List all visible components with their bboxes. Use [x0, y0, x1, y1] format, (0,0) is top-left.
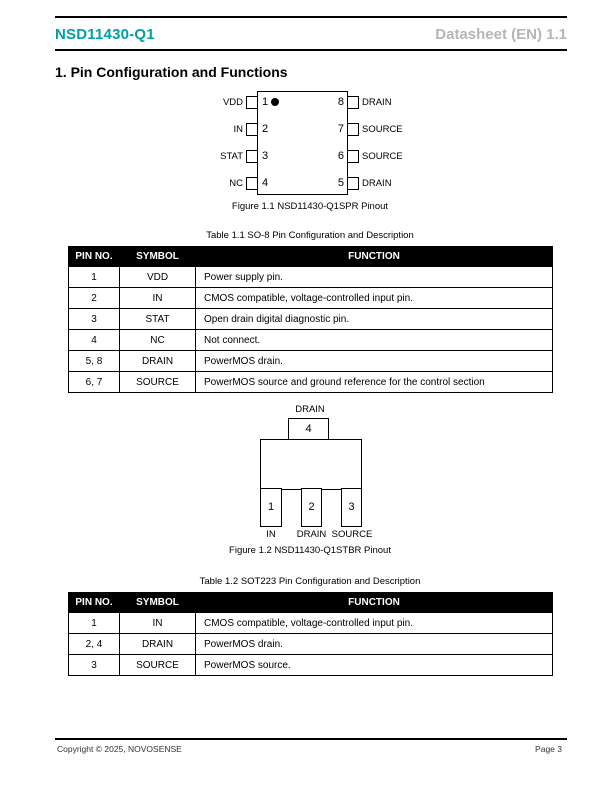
- col-function: FUNCTION: [196, 247, 553, 267]
- cell-pin: 2, 4: [69, 634, 120, 655]
- so8-pin1-stub: [246, 96, 258, 109]
- sot223-pin2-number: 2: [308, 501, 315, 513]
- sot223-pin2-label: DRAIN: [296, 529, 327, 540]
- cell-pin: 1: [69, 613, 120, 634]
- document-version: Datasheet (EN) 1.1: [435, 25, 567, 43]
- footer-page-number: Page 3: [535, 744, 562, 754]
- cell-symbol: STAT: [120, 309, 196, 330]
- so8-pin3-label: STAT: [220, 151, 243, 162]
- sot223-package-body: [260, 439, 362, 490]
- sot223-top-label: DRAIN: [295, 404, 325, 415]
- so8-pin3-stub: [246, 150, 258, 163]
- cell-symbol: DRAIN: [120, 634, 196, 655]
- table-header-row: [69, 593, 553, 613]
- cell-function: PowerMOS source and ground reference for the control section: [196, 372, 553, 393]
- cell-pin: 3: [69, 309, 120, 330]
- cell-function: CMOS compatible, voltage-controlled input pin.: [196, 613, 553, 634]
- sot223-pin1-label: IN: [266, 529, 276, 540]
- cell-symbol: NC: [120, 330, 196, 351]
- so8-pin4-stub: [246, 177, 258, 190]
- so8-pin2-number: 2: [262, 123, 269, 135]
- section-title: 1. Pin Configuration and Functions: [55, 64, 288, 80]
- so8-pin2-label: IN: [233, 124, 243, 135]
- so8-pin8-stub: [347, 96, 359, 109]
- figure2-caption: Figure 1.2 NSD11430-Q1STBR Pinout: [229, 545, 391, 556]
- table-row: [69, 351, 553, 372]
- table-row: [69, 372, 553, 393]
- sot223-pin3-label: SOURCE: [331, 529, 373, 540]
- so8-pin7-number: 7: [337, 123, 344, 135]
- col-pin-no: PIN NO.: [69, 247, 120, 267]
- so8-pin4-label: NC: [229, 178, 243, 189]
- so8-pin4-number: 4: [262, 177, 269, 189]
- so8-pin8-number: 8: [337, 96, 344, 108]
- table-header-row: [69, 247, 553, 267]
- figure1-caption: Figure 1.1 NSD11430-Q1SPR Pinout: [231, 201, 389, 212]
- cell-function: Power supply pin.: [196, 267, 553, 288]
- cell-symbol: VDD: [120, 267, 196, 288]
- cell-symbol: DRAIN: [120, 351, 196, 372]
- cell-function: PowerMOS source.: [196, 655, 553, 676]
- sot223-pin1-number: 1: [267, 501, 275, 513]
- cell-pin: 4: [69, 330, 120, 351]
- col-function: FUNCTION: [196, 593, 553, 613]
- so8-pin3-number: 3: [262, 150, 269, 162]
- col-symbol: SYMBOL: [120, 593, 196, 613]
- table1-title: Table 1.1 SO-8 Pin Configuration and Description: [206, 230, 414, 241]
- so8-pin1-label: VDD: [222, 97, 243, 108]
- so8-pin8-label: DRAIN: [362, 97, 392, 108]
- cell-pin: 2: [69, 288, 120, 309]
- footer-copyright: Copyright © 2025, NOVOSENSE: [57, 744, 182, 754]
- cell-symbol: SOURCE: [120, 372, 196, 393]
- cell-function: PowerMOS drain.: [196, 634, 553, 655]
- sot223-pin4-number: 4: [305, 423, 312, 435]
- cell-symbol: IN: [120, 613, 196, 634]
- sot223-pin3-number: 3: [348, 501, 355, 513]
- pin1-indicator-dot: [271, 98, 279, 106]
- so8-pin-table: [68, 246, 553, 393]
- so8-pin6-number: 6: [337, 150, 344, 162]
- so8-pin7-label: SOURCE: [362, 124, 403, 135]
- table-row: [69, 267, 553, 288]
- header-rule-bottom: [55, 49, 567, 51]
- table-row: [69, 655, 553, 676]
- footer-rule: [55, 738, 567, 740]
- col-symbol: SYMBOL: [120, 247, 196, 267]
- so8-pin6-label: SOURCE: [362, 151, 403, 162]
- table-row: [69, 634, 553, 655]
- so8-pin6-stub: [347, 150, 359, 163]
- page-header: [55, 21, 567, 47]
- so8-pin2-stub: [246, 123, 258, 136]
- cell-pin: 6, 7: [69, 372, 120, 393]
- document-title: NSD11430-Q1: [55, 25, 155, 43]
- cell-function: PowerMOS drain.: [196, 351, 553, 372]
- so8-pin5-number: 5: [337, 177, 344, 189]
- cell-pin: 3: [69, 655, 120, 676]
- so8-pin7-stub: [347, 123, 359, 136]
- table2-title: Table 1.2 SOT223 Pin Configuration and Description: [199, 576, 421, 587]
- cell-function: Not connect.: [196, 330, 553, 351]
- header-rule-top: [55, 16, 567, 18]
- table-row: [69, 309, 553, 330]
- sot223-pin-table: [68, 592, 553, 676]
- cell-pin: 1: [69, 267, 120, 288]
- cell-pin: 5, 8: [69, 351, 120, 372]
- table-row: [69, 330, 553, 351]
- table-row: [69, 288, 553, 309]
- cell-function: CMOS compatible, voltage-controlled input pin.: [196, 288, 553, 309]
- so8-pin1-number: 1: [262, 96, 269, 108]
- cell-symbol: SOURCE: [120, 655, 196, 676]
- so8-pin5-label: DRAIN: [362, 178, 392, 189]
- col-pin-no: PIN NO.: [69, 593, 120, 613]
- table-row: [69, 613, 553, 634]
- cell-symbol: IN: [120, 288, 196, 309]
- cell-function: Open drain digital diagnostic pin.: [196, 309, 553, 330]
- so8-pin5-stub: [347, 177, 359, 190]
